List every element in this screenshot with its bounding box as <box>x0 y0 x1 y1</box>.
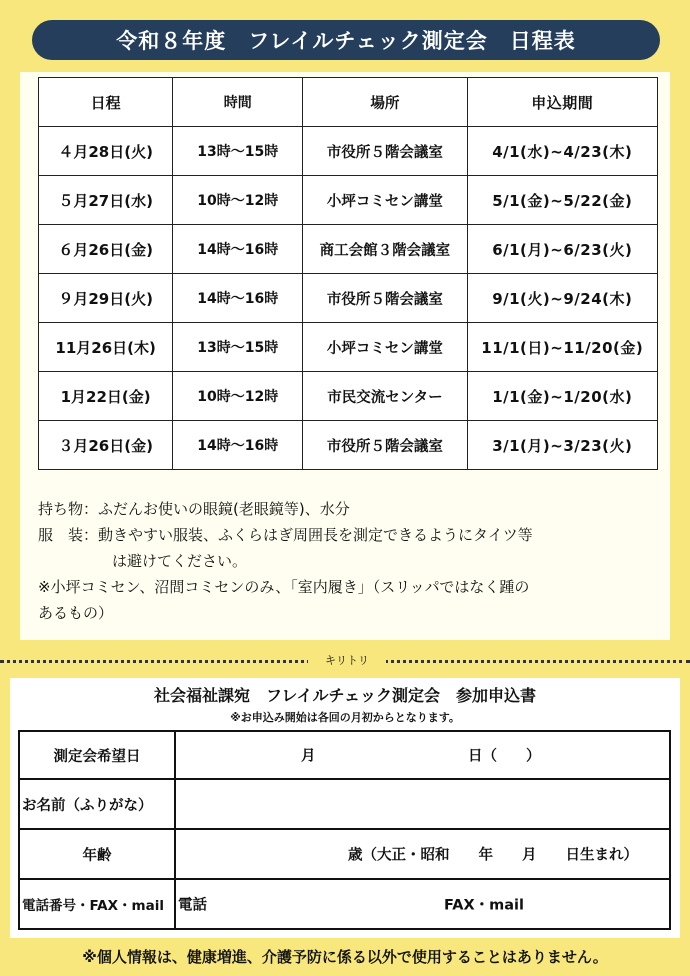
cell-place: 小坪コミセン講堂 <box>303 176 467 225</box>
cell-period: 9/1(火)~9/24(木) <box>467 274 657 323</box>
cell-time: 10時～12時 <box>173 372 303 421</box>
note-shoes: ※小坪コミセン、沼間コミセンのみ、「室内履き」（スリッパではなく踵の <box>38 578 530 596</box>
note-belongings: 持ち物：ふだんお使いの眼鏡(老眼鏡等)、水分 <box>38 500 350 518</box>
contact-label: 電話番号・FAX・mail <box>19 879 175 929</box>
note-clothing-continued: は避けてください。 <box>112 552 248 570</box>
form-row-contact <box>19 879 670 929</box>
cut-label: キリトリ <box>308 652 386 670</box>
form-row-name <box>19 779 670 829</box>
name-label: お名前（ふりがな） <box>19 779 175 829</box>
table-row <box>39 421 658 470</box>
month-label: 月 <box>301 748 316 765</box>
cell-period: 11/1(日)~11/20(金) <box>467 323 657 372</box>
cell-period: 3/1(月)~3/23(火) <box>467 421 657 470</box>
header-period: 申込期間 <box>467 78 657 127</box>
cell-time: 10時～12時 <box>173 176 303 225</box>
phone-label: 電話 <box>178 897 207 914</box>
cell-time: 13時～15時 <box>173 323 303 372</box>
cell-place: 商工会館３階会議室 <box>303 225 467 274</box>
age-suffix: 歳（大正・昭和 年 月 日生まれ） <box>348 847 638 864</box>
cell-place: 市民交流センター <box>303 372 467 421</box>
page-title: 令和８年度 フレイルチェック測定会 日程表 <box>32 20 660 60</box>
header-time: 時間 <box>173 78 303 127</box>
application-form <box>10 678 680 938</box>
form-table <box>18 730 671 930</box>
table-row <box>39 225 658 274</box>
table-row <box>39 127 658 176</box>
cell-place: 小坪コミセン講堂 <box>303 323 467 372</box>
schedule-header-row <box>39 78 658 127</box>
cell-date: ９月29日(火) <box>39 274 173 323</box>
header-date: 日程 <box>39 78 173 127</box>
cell-date: 11月26日(木) <box>39 323 173 372</box>
date-label: 測定会希望日 <box>19 731 175 779</box>
name-field[interactable] <box>175 779 670 829</box>
form-title: 社会福祉課宛 フレイルチェック測定会 参加申込書 <box>153 686 537 705</box>
schedule-table <box>38 77 658 470</box>
age-field[interactable] <box>175 829 670 879</box>
cell-date: ４月28日(火) <box>39 127 173 176</box>
cell-period: 4/1(水)~4/23(木) <box>467 127 657 176</box>
cell-period: 1/1(金)~1/20(水) <box>467 372 657 421</box>
cell-date: ３月26日(金) <box>39 421 173 470</box>
cell-time: 13時～15時 <box>173 127 303 176</box>
cell-time: 14時～16時 <box>173 421 303 470</box>
cell-date: 1月22日(金) <box>39 372 173 421</box>
cell-date: ６月26日(金) <box>39 225 173 274</box>
age-label: 年齢 <box>19 829 175 879</box>
form-subtitle: ※お申込み開始は各回の月初からとなります。 <box>230 711 460 724</box>
note-clothing: 服 装：動きやすい服装、ふくらはぎ周囲長を測定できるようにタイツ等 <box>38 526 533 544</box>
privacy-footer: ※個人情報は、健康増進、介護予防に係る以外で使用することはありません。 <box>82 948 608 966</box>
table-row <box>39 274 658 323</box>
form-row-age <box>19 829 670 879</box>
cell-place: 市役所５階会議室 <box>303 274 467 323</box>
cell-time: 14時～16時 <box>173 225 303 274</box>
table-row <box>39 372 658 421</box>
header-place: 場所 <box>303 78 467 127</box>
cell-place: 市役所５階会議室 <box>303 127 467 176</box>
table-row <box>39 323 658 372</box>
notes <box>38 496 658 626</box>
schedule-panel <box>20 72 670 640</box>
cell-period: 6/1(月)~6/23(火) <box>467 225 657 274</box>
date-field[interactable] <box>175 731 670 779</box>
form-row-date <box>19 731 670 779</box>
fax-mail-label: FAX・mail <box>444 897 524 914</box>
cell-date: ５月27日(水) <box>39 176 173 225</box>
day-label: 日（ ） <box>468 748 541 765</box>
contact-field[interactable] <box>175 879 670 929</box>
table-row <box>39 176 658 225</box>
cell-period: 5/1(金)~5/22(金) <box>467 176 657 225</box>
note-shoes-continued: あるもの） <box>38 604 114 622</box>
cell-place: 市役所５階会議室 <box>303 421 467 470</box>
cell-time: 14時～16時 <box>173 274 303 323</box>
